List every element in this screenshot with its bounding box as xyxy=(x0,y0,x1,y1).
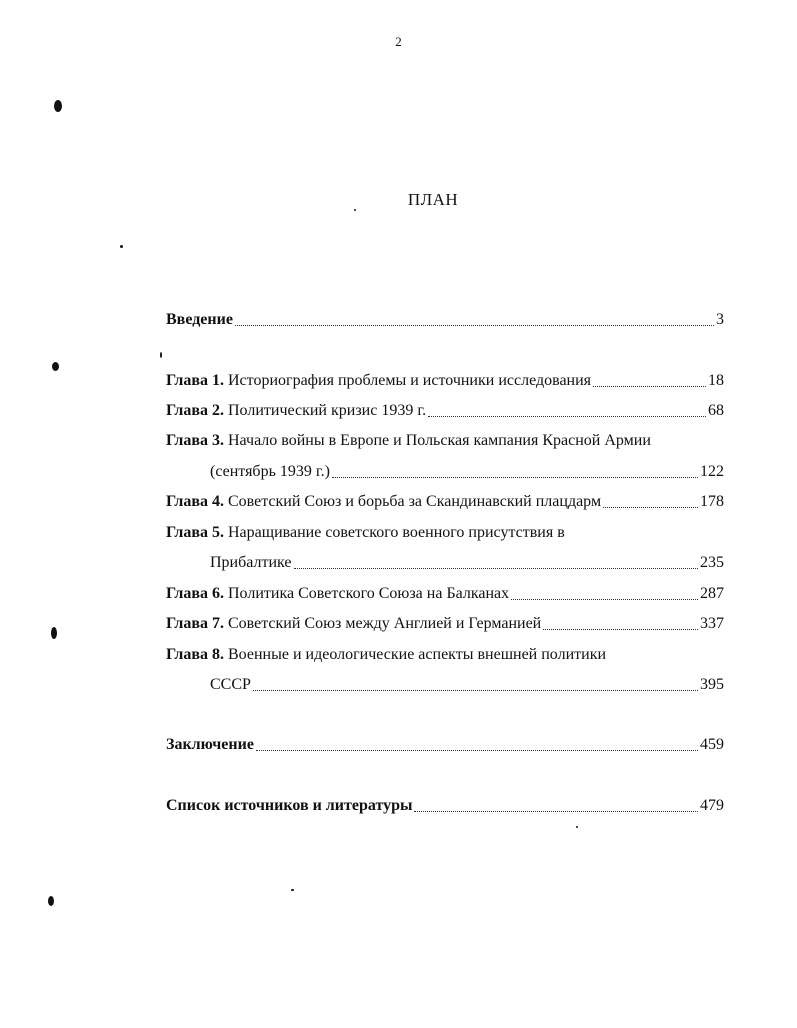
chapter-prefix: Глава 5. xyxy=(166,524,224,541)
toc-entry-chapter-4 xyxy=(166,491,724,513)
chapter-title: Советский Союз и борьба за Скандинавский плацдарм xyxy=(228,493,602,510)
chapter-page: 287 xyxy=(700,585,724,602)
scan-speck xyxy=(160,352,162,358)
chapter-page: 395 xyxy=(700,676,724,693)
dot-leader xyxy=(511,598,698,600)
chapter-prefix: Глава 1. xyxy=(166,372,224,389)
toc-sources-label: Список источников и литературы xyxy=(166,797,413,814)
toc-entry-chapter-6 xyxy=(166,583,724,605)
chapter-title-line2: (сентябрь 1939 г.) xyxy=(210,463,330,480)
toc-entry-chapter-2 xyxy=(166,400,724,422)
dot-leader xyxy=(235,324,714,326)
dot-leader xyxy=(332,476,698,478)
scan-speck xyxy=(48,896,54,906)
scan-speck xyxy=(54,100,62,112)
dot-leader xyxy=(428,415,706,417)
chapter-page: 18 xyxy=(708,372,724,389)
chapter-title: Политический кризис 1939 г. xyxy=(228,402,427,419)
chapter-title: Советский Союз между Англией и Германией xyxy=(228,615,542,632)
toc-intro-page: 3 xyxy=(716,311,724,328)
scan-speck xyxy=(52,362,59,371)
chapter-prefix: Глава 8. xyxy=(166,646,224,663)
chapter-title-line2: СССР xyxy=(210,676,251,693)
chapter-prefix: Глава 4. xyxy=(166,493,224,510)
toc-entry-conclusion xyxy=(166,734,724,756)
scan-speck xyxy=(576,826,578,828)
chapter-title-line1: Наращивание советского военного присутствия в xyxy=(228,524,565,541)
chapter-title: Политика Советского Союза на Балканах xyxy=(228,585,510,602)
chapter-page: 68 xyxy=(708,402,724,419)
chapter-page: 122 xyxy=(700,463,724,480)
chapter-title-line2: Прибалтике xyxy=(210,554,292,571)
chapter-prefix: Глава 7. xyxy=(166,615,224,632)
dot-leader xyxy=(253,689,698,691)
chapter-page: 235 xyxy=(700,554,724,571)
toc-entry-chapter-8-line1 xyxy=(166,644,724,666)
toc-entry-chapter-8-line2 xyxy=(210,674,724,696)
chapter-page: 178 xyxy=(700,493,724,510)
page-title: ПЛАН xyxy=(407,190,459,209)
dot-leader xyxy=(603,506,698,508)
dot-leader xyxy=(543,628,698,630)
chapter-prefix: Глава 6. xyxy=(166,585,224,602)
dot-leader xyxy=(593,385,706,387)
toc-conclusion-page: 459 xyxy=(700,736,724,753)
toc-sources-page: 479 xyxy=(700,797,724,814)
toc-entry-sources xyxy=(166,795,724,817)
scan-speck xyxy=(120,245,123,248)
toc-intro-label: Введение xyxy=(166,311,233,328)
toc-entry-intro xyxy=(166,309,724,331)
scan-speck xyxy=(51,627,57,639)
scan-speck xyxy=(291,889,294,891)
chapter-title: Историография проблемы и источники исследования xyxy=(228,372,592,389)
dot-leader xyxy=(414,810,698,812)
toc-entry-chapter-5-line1 xyxy=(166,522,724,544)
chapter-prefix: Глава 3. xyxy=(166,432,224,449)
page-number: 2 xyxy=(395,34,402,49)
dot-leader xyxy=(256,749,698,751)
toc-entry-chapter-5-line2 xyxy=(210,552,724,574)
chapter-prefix: Глава 2. xyxy=(166,402,224,419)
toc-conclusion-label: Заключение xyxy=(166,736,254,753)
chapter-title-line1: Военные и идеологические аспекты внешней политики xyxy=(228,646,607,663)
toc-entry-chapter-1 xyxy=(166,370,724,392)
toc-entry-chapter-7 xyxy=(166,613,724,635)
toc-entry-chapter-3-line1 xyxy=(166,430,724,452)
chapter-page: 337 xyxy=(700,615,724,632)
dot-leader xyxy=(294,567,698,569)
chapter-title-line1: Начало войны в Европе и Польская кампания Красной Армии xyxy=(228,432,651,449)
toc-entry-chapter-3-line2 xyxy=(210,461,724,483)
scan-speck xyxy=(354,209,356,211)
